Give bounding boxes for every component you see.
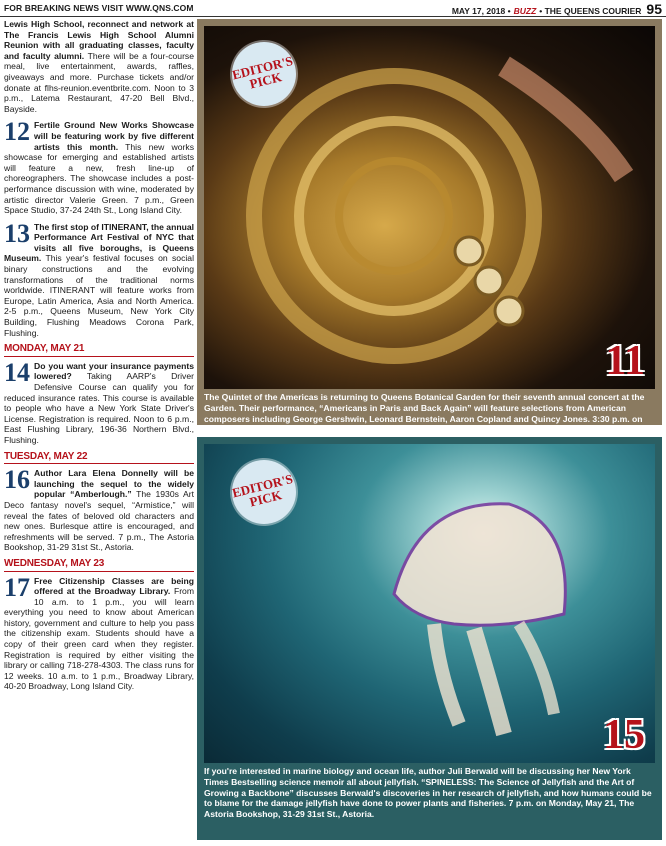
header-paper: • THE QUEENS COURIER <box>539 6 642 16</box>
listing-14 <box>4 357 194 446</box>
listing-lead: Lewis High School, reconnect and network at The Francis Lewis High School Alumni Reunion with all graduating classes, faculty and faculty alumni. <box>4 19 194 61</box>
feature-caption: If you're interested in marine biology and ocean life, author Juli Berwald will be discussing her New York Times Bestselling science memoir all about jellyfish. “SPINELESS: The Science of Jellyfish and the Art of Growing a Backbone” discusses Berwald's discoveries in her research of jellyfish, and how humans could be to blame for the damage jellyfish have done to power plants and fisheries. 7 p.m. on Monday, May 21, The Astoria Bookshop, 31-29 31st St., Astoria. <box>204 766 652 820</box>
day-heading-wednesday: WEDNESDAY, MAY 23 <box>4 559 194 572</box>
listing-number: 16 <box>4 465 30 495</box>
listing-lead: Author Lara Elena Donnelly will be launching the sequel to the widely popular “Amberlough.” <box>34 468 194 500</box>
listing-number: 13 <box>4 218 30 248</box>
page-header <box>0 0 666 17</box>
listing-number: 12 <box>4 117 30 147</box>
page-number: 95 <box>646 1 662 17</box>
listing-number: 14 <box>4 357 30 387</box>
listing-body: There will be a four-course meal, live entertainment, awards, raffles, giveaways and more. Purchase tickets and/or donate at flhs-reunion.eventbrite.com. Noon to 3 p.m., Latema Restaurant, 47-20 Bell Blvd., Bayside. <box>4 50 195 114</box>
listing-intro <box>4 19 194 114</box>
listing-lead: Do you want your insurance payments lowered? <box>34 360 194 382</box>
header-website: FOR BREAKING NEWS VISIT WWW.QNS.COM <box>4 3 194 13</box>
french-horn-photo <box>204 26 655 389</box>
listing-body: Taking AARP's Driver Defensive Course can qualify you for reduced insurance rates. This course is available to people who have a New York State Driver's License. Registration is required. Noon to 6 p.m., East Flushing Library, 196-36 Northern Blvd., Flushing. <box>4 371 194 445</box>
listing-number: 17 <box>4 572 30 602</box>
feature-caption: The Quintet of the Americas is returning to Queens Botanical Garden for their seventh annual concert at the Garden. Their performance, “Americans in Paris and Back Again” will feature selections from American composers including George Gershwin, Leonard Bernstein, Aaron Copland and Quincy Jones. 3:30 p.m. on Sunday, May 20, Queens Botanical Garden, 43-50 Main St., Flushing. <box>204 392 645 435</box>
listing-17 <box>4 572 194 693</box>
day-heading-monday: MONDAY, MAY 21 <box>4 344 194 357</box>
listing-lead: The first stop of ITINERANT, the annual Performance Art Festival of NYC that visits all five boroughs, is Queens Museum. <box>4 221 194 264</box>
listings-column <box>4 19 194 698</box>
listing-16 <box>4 465 194 553</box>
feature-number: 15 <box>603 712 645 758</box>
listing-body: From 10 a.m. to 1 p.m., you will learn everything you need to know about American history, government and culture to help you pass the citizenship exam. Students should have a copy of their green card when they register. Registration is required by either visiting the library or calling 718-278-4303. The class runs for 12 weeks. 10 a.m. to 1 p.m., Broadway Library, 40-20 Broadway, Long Island City. <box>4 586 194 692</box>
header-date: MAY 17, 2018 • <box>451 6 511 16</box>
listing-body: This year's festival focuses on social binary constructions and the evolving transformations of the traditional norms worldwide. ITINERANT will feature works from Europe, Latin America, Asia and North America. 2-5 p.m., Queens Museum, New York City Building, Flushing Meadows Corona Park, Flushing. <box>4 253 194 338</box>
listing-body: This new works showcase for emerging and established artists will feature a new, fresh line-up of choreographers. The showcase includes a post-performance discussion with wine, moderated by artistic director Valerie Green. 7 p.m., Green Space Studio, 37-24 24th St., Long Island City. <box>4 141 194 216</box>
listing-lead: Fertile Ground New Works Showcase will be featuring work by five different artists this month. <box>34 120 194 152</box>
editors-pick-badge: EDITOR'S PICK <box>225 453 303 531</box>
header-right <box>452 1 662 17</box>
header-section: BUZZ <box>513 6 537 16</box>
editors-pick-badge: EDITOR'S PICK <box>225 35 303 113</box>
listing-13 <box>4 218 194 339</box>
feature-number: 11 <box>605 338 645 384</box>
day-heading-tuesday: TUESDAY, MAY 22 <box>4 452 194 465</box>
feature-panel-horn <box>197 19 662 435</box>
feature-panel-jellyfish <box>197 437 662 840</box>
listing-body: The 1930s Art Deco fantasy novel's sequel, “Armistice,” will reveal the fates of beloved old characters and new ones. Burlesque attire is encouraged, and refreshments will be served. 7 p.m., The Astoria Bookshop, 31-29 31st St., Astoria. <box>4 489 194 553</box>
listing-12 <box>4 117 194 216</box>
listing-lead: Free Citizenship Classes are being offered at the Broadway Library. <box>34 575 194 597</box>
jellyfish-photo <box>204 444 655 763</box>
